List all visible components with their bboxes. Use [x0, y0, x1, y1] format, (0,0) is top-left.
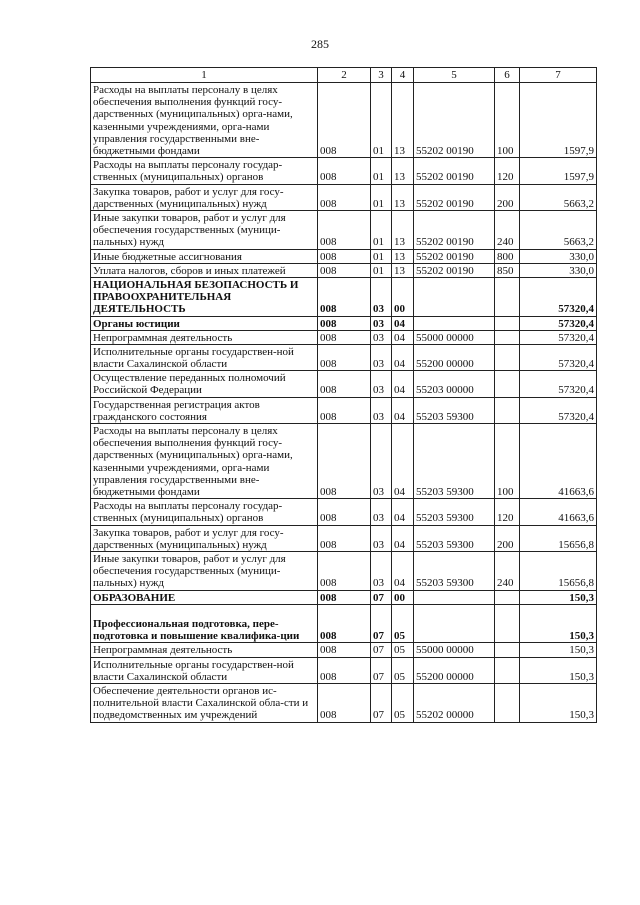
- row-name: Непрограммная деятельность: [91, 330, 318, 344]
- row-section: 07: [371, 604, 392, 643]
- row-section: 01: [371, 210, 392, 249]
- row-amount: 330,0: [520, 249, 597, 263]
- column-header: 7: [520, 68, 597, 83]
- row-section: 01: [371, 249, 392, 263]
- row-subsection: 04: [392, 552, 414, 591]
- row-amount: 57320,4: [520, 330, 597, 344]
- row-subsection: 04: [392, 371, 414, 397]
- row-section: 03: [371, 525, 392, 551]
- row-amount: 57320,4: [520, 277, 597, 316]
- table-row: [91, 344, 597, 370]
- row-expense-type: [495, 657, 520, 683]
- table-row: [91, 657, 597, 683]
- column-header: 5: [414, 68, 495, 83]
- row-name: Иные бюджетные ассигнования: [91, 249, 318, 263]
- row-admin-code: 008: [318, 590, 371, 604]
- table-row: [91, 604, 597, 643]
- column-header: 3: [371, 68, 392, 83]
- row-name: Осуществление переданных полномочий Российской Федерации: [91, 371, 318, 397]
- row-admin-code: 008: [318, 277, 371, 316]
- row-expense-type: [495, 316, 520, 330]
- row-admin-code: 008: [318, 643, 371, 657]
- row-admin-code: 008: [318, 330, 371, 344]
- row-name: Иные закупки товаров, работ и услуг для обеспечения государственных (муници-пальных) нужд: [91, 552, 318, 591]
- row-amount: 1597,9: [520, 83, 597, 158]
- row-admin-code: 008: [318, 684, 371, 723]
- table-row: [91, 397, 597, 423]
- row-amount: 150,3: [520, 604, 597, 643]
- row-admin-code: 008: [318, 552, 371, 591]
- column-header: 6: [495, 68, 520, 83]
- table-row: [91, 643, 597, 657]
- row-name: Расходы на выплаты персоналу в целях обеспечения выполнения функций госу-дарственных (муниципальных) орга-нами, казенными учреждениями, орга-нами управления государственными вне-бюджетными фондами: [91, 424, 318, 499]
- row-expense-type: [495, 643, 520, 657]
- row-name: Уплата налогов, сборов и иных платежей: [91, 263, 318, 277]
- row-target-article: 55202 00190: [414, 83, 495, 158]
- row-admin-code: 008: [318, 83, 371, 158]
- row-subsection: 00: [392, 277, 414, 316]
- row-admin-code: 008: [318, 371, 371, 397]
- row-amount: 57320,4: [520, 397, 597, 423]
- row-subsection: 04: [392, 424, 414, 499]
- column-header: 4: [392, 68, 414, 83]
- row-amount: 150,3: [520, 590, 597, 604]
- table-row: [91, 684, 597, 723]
- row-amount: 41663,6: [520, 424, 597, 499]
- row-expense-type: 100: [495, 83, 520, 158]
- row-section: 03: [371, 344, 392, 370]
- table-body: [91, 83, 597, 723]
- row-subsection: 04: [392, 330, 414, 344]
- budget-table: [90, 67, 597, 723]
- row-expense-type: [495, 684, 520, 723]
- row-target-article: 55203 00000: [414, 371, 495, 397]
- table-row: [91, 552, 597, 591]
- row-subsection: 13: [392, 184, 414, 210]
- row-expense-type: [495, 397, 520, 423]
- row-admin-code: 008: [318, 249, 371, 263]
- row-expense-type: [495, 371, 520, 397]
- row-amount: 57320,4: [520, 371, 597, 397]
- row-expense-type: 850: [495, 263, 520, 277]
- table-header-row: [91, 68, 597, 83]
- column-header: 2: [318, 68, 371, 83]
- row-amount: 150,3: [520, 657, 597, 683]
- row-expense-type: [495, 604, 520, 643]
- row-target-article: [414, 277, 495, 316]
- table-row: [91, 263, 597, 277]
- row-name: Исполнительные органы государствен-ной власти Сахалинской области: [91, 657, 318, 683]
- row-name: Органы юстиции: [91, 316, 318, 330]
- row-amount: 5663,2: [520, 184, 597, 210]
- row-admin-code: 008: [318, 525, 371, 551]
- row-expense-type: 240: [495, 552, 520, 591]
- table-row: [91, 330, 597, 344]
- row-section: 03: [371, 552, 392, 591]
- row-target-article: 55203 59300: [414, 552, 495, 591]
- table-row: [91, 184, 597, 210]
- row-expense-type: 200: [495, 525, 520, 551]
- row-amount: 57320,4: [520, 344, 597, 370]
- row-section: 07: [371, 590, 392, 604]
- row-name: Исполнительные органы государствен-ной власти Сахалинской области: [91, 344, 318, 370]
- row-subsection: 05: [392, 643, 414, 657]
- row-admin-code: 008: [318, 316, 371, 330]
- row-section: 03: [371, 371, 392, 397]
- row-name: ОБРАЗОВАНИЕ: [91, 590, 318, 604]
- row-subsection: 04: [392, 344, 414, 370]
- table-row: [91, 249, 597, 263]
- row-target-article: 55202 00190: [414, 249, 495, 263]
- table-row: [91, 499, 597, 525]
- row-name: Закупка товаров, работ и услуг для госу-дарственных (муниципальных) нужд: [91, 525, 318, 551]
- row-section: 07: [371, 657, 392, 683]
- row-amount: 150,3: [520, 684, 597, 723]
- row-admin-code: 008: [318, 344, 371, 370]
- row-name: Расходы на выплаты персоналу в целях обеспечения выполнения функций госу-дарственных (муниципальных) орга-нами, казенными учреждениями, орга-нами управления государственными вне-бюджетными фондами: [91, 83, 318, 158]
- row-target-article: [414, 316, 495, 330]
- row-target-article: 55202 00190: [414, 263, 495, 277]
- row-name: Расходы на выплаты персоналу государ-ственных (муниципальных) органов: [91, 499, 318, 525]
- table-row: [91, 525, 597, 551]
- row-expense-type: [495, 590, 520, 604]
- row-target-article: [414, 590, 495, 604]
- row-target-article: 55203 59300: [414, 424, 495, 499]
- row-amount: 57320,4: [520, 316, 597, 330]
- row-admin-code: 008: [318, 263, 371, 277]
- row-section: 03: [371, 277, 392, 316]
- row-amount: 15656,8: [520, 525, 597, 551]
- row-admin-code: 008: [318, 604, 371, 643]
- row-subsection: 13: [392, 249, 414, 263]
- row-section: 03: [371, 499, 392, 525]
- row-target-article: 55200 00000: [414, 657, 495, 683]
- row-section: 07: [371, 684, 392, 723]
- page-number: 285: [311, 37, 329, 51]
- row-expense-type: 240: [495, 210, 520, 249]
- row-amount: 1597,9: [520, 158, 597, 184]
- column-header: 1: [91, 68, 318, 83]
- row-target-article: [414, 604, 495, 643]
- row-subsection: 13: [392, 158, 414, 184]
- row-target-article: 55200 00000: [414, 344, 495, 370]
- table-row: [91, 83, 597, 158]
- row-subsection: 04: [392, 397, 414, 423]
- row-subsection: 04: [392, 499, 414, 525]
- row-expense-type: 800: [495, 249, 520, 263]
- row-subsection: 05: [392, 604, 414, 643]
- row-subsection: 04: [392, 316, 414, 330]
- row-expense-type: [495, 330, 520, 344]
- row-admin-code: 008: [318, 397, 371, 423]
- row-name: Государственная регистрация актов гражданского состояния: [91, 397, 318, 423]
- row-subsection: 13: [392, 83, 414, 158]
- row-section: 03: [371, 330, 392, 344]
- row-name: Расходы на выплаты персоналу государ-ственных (муниципальных) органов: [91, 158, 318, 184]
- row-expense-type: 200: [495, 184, 520, 210]
- row-target-article: 55000 00000: [414, 643, 495, 657]
- row-target-article: 55203 59300: [414, 499, 495, 525]
- row-admin-code: 008: [318, 657, 371, 683]
- row-name: Обеспечение деятельности органов ис-полнительной власти Сахалинской обла-сти и подведомственных им учреждений: [91, 684, 318, 723]
- row-subsection: 13: [392, 263, 414, 277]
- row-admin-code: 008: [318, 158, 371, 184]
- row-target-article: 55202 00190: [414, 158, 495, 184]
- row-amount: 5663,2: [520, 210, 597, 249]
- row-name: Закупка товаров, работ и услуг для госу-дарственных (муниципальных) нужд: [91, 184, 318, 210]
- row-section: 01: [371, 158, 392, 184]
- row-section: 07: [371, 643, 392, 657]
- row-section: 03: [371, 397, 392, 423]
- row-amount: 150,3: [520, 643, 597, 657]
- table-row: [91, 277, 597, 316]
- table-row: [91, 210, 597, 249]
- row-expense-type: [495, 344, 520, 370]
- row-target-article: 55202 00190: [414, 184, 495, 210]
- row-subsection: 04: [392, 525, 414, 551]
- row-expense-type: 120: [495, 499, 520, 525]
- row-name: Иные закупки товаров, работ и услуг для обеспечения государственных (муници-пальных) нужд: [91, 210, 318, 249]
- row-subsection: 05: [392, 657, 414, 683]
- row-section: 01: [371, 83, 392, 158]
- table-row: [91, 158, 597, 184]
- row-subsection: 05: [392, 684, 414, 723]
- row-admin-code: 008: [318, 210, 371, 249]
- row-target-article: 55203 59300: [414, 525, 495, 551]
- row-amount: 15656,8: [520, 552, 597, 591]
- row-admin-code: 008: [318, 499, 371, 525]
- row-subsection: 13: [392, 210, 414, 249]
- row-target-article: 55202 00000: [414, 684, 495, 723]
- row-admin-code: 008: [318, 424, 371, 499]
- row-expense-type: 120: [495, 158, 520, 184]
- table-row: [91, 590, 597, 604]
- row-target-article: 55202 00190: [414, 210, 495, 249]
- row-section: 03: [371, 424, 392, 499]
- table-row: [91, 371, 597, 397]
- table-row: [91, 424, 597, 499]
- table-row: [91, 316, 597, 330]
- row-admin-code: 008: [318, 184, 371, 210]
- row-target-article: 55203 59300: [414, 397, 495, 423]
- row-section: 03: [371, 316, 392, 330]
- row-section: 01: [371, 184, 392, 210]
- row-name: Профессиональная подготовка, пере-подготовка и повышение квалифика-ции: [91, 604, 318, 643]
- row-section: 01: [371, 263, 392, 277]
- row-expense-type: 100: [495, 424, 520, 499]
- row-subsection: 00: [392, 590, 414, 604]
- row-amount: 41663,6: [520, 499, 597, 525]
- row-name: НАЦИОНАЛЬНАЯ БЕЗОПАСНОСТЬ И ПРАВООХРАНИТЕЛЬНАЯ ДЕЯТЕЛЬНОСТЬ: [91, 277, 318, 316]
- row-name: Непрограммная деятельность: [91, 643, 318, 657]
- row-target-article: 55000 00000: [414, 330, 495, 344]
- row-amount: 330,0: [520, 263, 597, 277]
- row-expense-type: [495, 277, 520, 316]
